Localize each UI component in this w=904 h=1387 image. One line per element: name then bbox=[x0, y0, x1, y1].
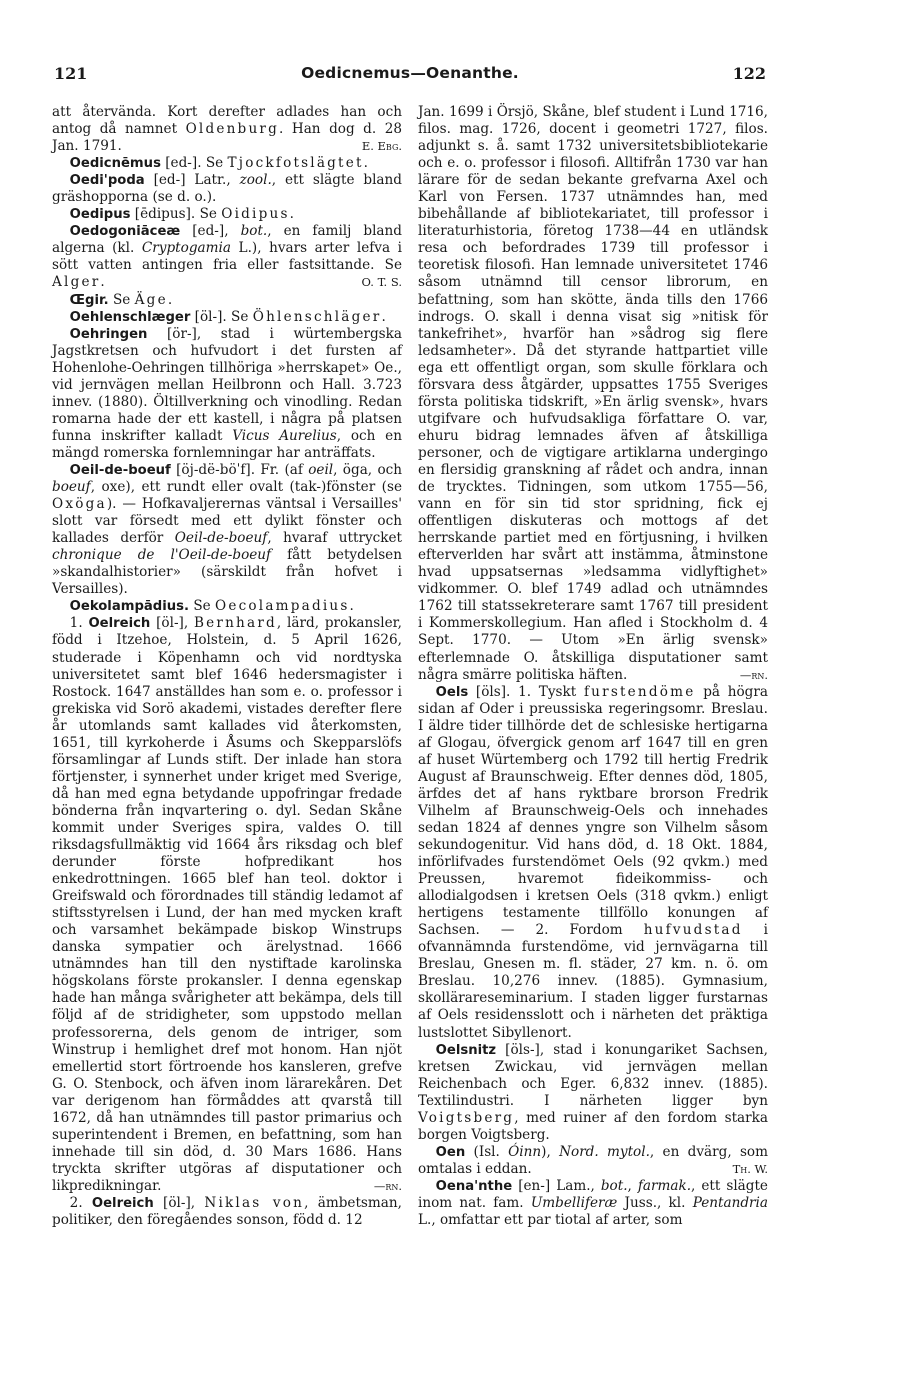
entry-oelreich-2: 2. Oelreich [öl-], Niklas von, ämbetsman, politiker, den föregåendes sonson, född d. 12 bbox=[52, 1195, 402, 1229]
headword: Oedogoniāceæ bbox=[69, 224, 181, 240]
headword: Oehringen bbox=[69, 326, 148, 342]
headword: Oeil-de-boeuf bbox=[69, 462, 171, 478]
page-number-left: 121 bbox=[54, 64, 88, 83]
entry-oedipoda: Oedi'poda [ed-] Latr., zool., ett slägte bland gräshopporna (se d. o.). bbox=[52, 172, 402, 206]
entry-oelsnitz: Oelsnitz [öls-], stad i konungariket Sachsen, kretsen Zwickau, vid jernvägen mellan Reichenbach och Eger. 6,832 innev. (1885). Textilindustri. I närheten ligger byn Voigtsberg, med ruiner af den fordom starka borgen Voigtsberg. bbox=[418, 1041, 768, 1143]
entry-oedipus: Oedipus [ēdipus]. Se Oidipus. bbox=[69, 206, 294, 223]
left-column bbox=[52, 104, 402, 1229]
right-column bbox=[418, 104, 768, 1229]
headword: Oedi'poda bbox=[69, 173, 145, 189]
entry-continuation: att återvända. Kort derefter adlades han och antog då namnet Oldenburg. Han dog d. 28 Jan. 1791. E. Ebg. bbox=[52, 104, 402, 155]
headword: Oehlenschlæger bbox=[69, 309, 191, 325]
headword: Oels bbox=[435, 684, 469, 700]
entry-oen: Oen (Isl. Óinn), Nord. mytol., en dvärg, som omtalas i eddan. Th. W. bbox=[418, 1143, 768, 1177]
author-signature: E. Ebg. bbox=[361, 139, 402, 154]
page-title: Oedicnemus—Oenanthe. bbox=[301, 64, 519, 82]
headword: Oelreich bbox=[88, 616, 151, 632]
entry-oels: Oels [öls]. 1. Tyskt furstendöme på högra sidan af Oder i preussiska regeringsomr. Breslau. I äldre tider tillhörde det de schlesiske hertigarna af Glogau, öfvergick genom arf 1647 till en gren af huset Würtemberg och 1792 till hertig Fredrik August af Braunschweig. Efter dennes död, 1805, ärfdes det af hans ryktbare brorson Fredrik Vilhelm af Braunschweig-Oels och innehades sedan 1824 af dennes yngre son Vilhelm såsom sekundogenitur. Vid hans död, d. 18 Okt. 1884, införlifvades furstendömet Oels (92 qvkm.) med Preussen, hvaremot fideikommiss- och allodialgodsen i kretsen Oels (318 qvkm.) enligt hertigens testamente tillföllo konungen af Sachsen. — 2. Fordom hufvudstad i ofvannämnda furstendöme, vid jernvägarna till Breslau, Gnesen m. fl. städer, 27 km. n. ö. om Breslau. 10,276 innev. (1885). Gymnasium, skollärareseminarium. I staden ligger furstarnas af Oels residensslott och i närheten det präktiga lustslottet Sibyllenort. bbox=[418, 683, 768, 1041]
headword: Oelsnitz bbox=[435, 1042, 497, 1058]
headword: Œgir. bbox=[69, 292, 109, 308]
entry-oelreich-1: 1. Oelreich [öl-], Bernhard, lärd, prokansler, född i Itzehoe, Holstein, d. 5 April 1626, studerade i Köpenhamn och vid nordtyska universitetet samt blef 1646 hedersmagister i Rostock. 1647 anställdes han som e. o. professor i grekiska vid Sorö akademi, vistades derefter flere år utomlands samt kallades vid återkomsten, 1651, till kyrkoherde i Åsums och Skepparslöfs församlingar af Lunds stift. Der inlade han stora förtjenster, i synnerhet under kriget med Sverige, då han med egna betydande uppofringar fredade bönderna från inqvartering o. dyl. Sedan Skåne kommit under Sveriges spira, valdes O. till riksdagsfullmäktig vid 1664 års riksdag och blef derunder förste hofpredikant hos enkedrottningen. 1665 blef han teol. doktor i Greifswald och förordnades till ständig ledamot af stiftsstyrelsen i Lund, der han med mycken kraft och varsamhet bekämpade biskop Winstrups danska sympatier och ärelystnad. 1666 utnämndes han till den nystiftade karolinska högskolans förste prokansler. I denna egenskap hade han många svårigheter att bekämpa, dels till följd af de stridigheter, som uppstodo mellan professorerna, dels genom de intriger, som Winstrup i hemlighet dref mot honom. Han njöt emellertid stort förtroende hos kansleren, grefve G. O. Stenbock, och äfven inom lärarekåren. Det var derigenom han förmåddes att qvarstå till 1672, då han utnämndes till pastor primarius och superintendent i Bremen, en befattning, som han innehade till sin död, d. 30 Mars 1686. Hans tryckta skrifter utgöras af disputationer och likpredikningar. —rn. bbox=[52, 615, 402, 1194]
author-signature: O. T. S. bbox=[361, 275, 402, 290]
author-signature: —rn. bbox=[373, 1178, 402, 1193]
entry-oehringen: Oehringen [ör-], stad i würtembergska Jagstkretsen och hufvudort i det fursten af Hohenlohe-Oehringen tillhöriga »herrskapet» Oe., vid jernvägen mellan Heilbronn och Hall. 3.723 innev. (1880). Öltillverkning och vinodling. Redan romarna hade der ett kastell, i några på platsen funna inskrifter kalladt Vicus Aurelius, och en mängd romerska fornlemningar har anträffats. bbox=[52, 325, 402, 461]
headword: Oena'nthe bbox=[435, 1178, 513, 1194]
entry-oeil-de-boeuf: Oeil-de-boeuf [öj-dë-böˈf]. Fr. (af oeil, öga, och boeuf, oxe), ett rundt eller ovalt (tak-)fönster (se Oxöga). — Hofkavaljerernas väntsal i Versailles' slott var försedt med ett dylikt fönster och kallades derför Oeil-de-boeuf, hvaraf uttrycket chronique de l'Oeil-de-boeuf fått betydelsen »skandalhistorier» (särskildt från hofvet i Versailles). bbox=[52, 461, 402, 598]
headword: Oedicnēmus bbox=[69, 156, 161, 172]
author-signature: —rn. bbox=[739, 667, 768, 682]
entry-oenanthe: Oena'nthe [en-] Lam., bot., farmak., ett slägte inom nat. fam. Umbelliferæ Juss., kl. Pentandria L., omfattar ett par tiotal af arter, som bbox=[418, 1177, 768, 1229]
headword: Oedipus bbox=[69, 207, 131, 223]
entry-oehlenschlaeger: Oehlenschlæger [öl-]. Se Öhlenschläger. bbox=[69, 308, 386, 325]
page-header bbox=[54, 64, 766, 88]
headword: Oelreich bbox=[91, 1196, 154, 1211]
headword: Oen bbox=[435, 1144, 466, 1160]
entry-oedicnemus: Oedicnēmus [ed-]. Se Tjockfotslägtet. bbox=[69, 155, 368, 172]
entry-continuation: Jan. 1699 i Örsjö, Skåne, blef student i Lund 1716, filos. mag. 1726, docent i geometri 1727, filos. adjunkt s. å. samt 1732 universitetsbibliotekarie och e. o. professor i filosofi. Alltifrån 1730 var han lärare för de sedan bekante grefvarna Axel och Karl von Fersen. 1737 utnämndes han, med bibehållande af bibliotekariatet, till professor i literaturhistoria, företog 1738—44 en utländsk resa och befordrades 1739 till professor i teoretisk filosofi. Han lemnade universitetet 1746 såsom utnämnd till censor librorum, en befattning, som han skötte, ända tills den 1766 indrogs. O. skall i denna visat sig »nitisk för tankefrihet», hvarför han »sådrog sig flere ledsamheter». Då det styrande hattpartiet ville ega ett offentligt organ, som skulle förklara och försvara dess åtgärder, uppsattes 1755 Sveriges första politiska tidskrift, »En ärlig svensk», hvars utgifvare och hufvudsakliga författare O. var, ehuru bidrag lemnades äfven af åtskilliga personer, och de vigtigare artiklarna undergingo en flersidig granskning af rådet och andra, innan de trycktes. Tidningen, som utkom 1755—56, vann en för sin tid stor spridning, fick ej offentligen diskuteras och mottogs af det herrskande partiet med en förtjusning, i hvilken efterverlden har svårt att instämma, åtminstone hvad uppsatsernas »ledsamma vidlyftighet» vidkommer. O. blef 1749 adlad och utnämndes 1762 till statssekreterare samt 1767 till president i Kommerskollegium. Han afled i Stockholm d. 4 Sept. 1770. — Utom »En ärlig svensk» efterlemnade O. åtskilliga disputationer samt några smärre politiska häften. —rn. bbox=[418, 104, 768, 683]
entry-oedogoniaceae: Oedogoniāceæ [ed-], bot., en familj bland algerna (kl. Cryptogamia L.), hvars arter lefva i sött vatten antingen fria eller fastsittande. Se Alger. O. T. S. bbox=[52, 223, 402, 291]
page-number-right: 122 bbox=[732, 64, 766, 83]
entry-oekolampadius: Oekolampādius. Se Oecolampadius. bbox=[69, 598, 354, 615]
headword: Oekolampādius. bbox=[69, 599, 190, 615]
entry-oegir: Œgir. Se Äge. bbox=[69, 291, 173, 308]
author-signature: Th. W. bbox=[732, 1161, 768, 1176]
